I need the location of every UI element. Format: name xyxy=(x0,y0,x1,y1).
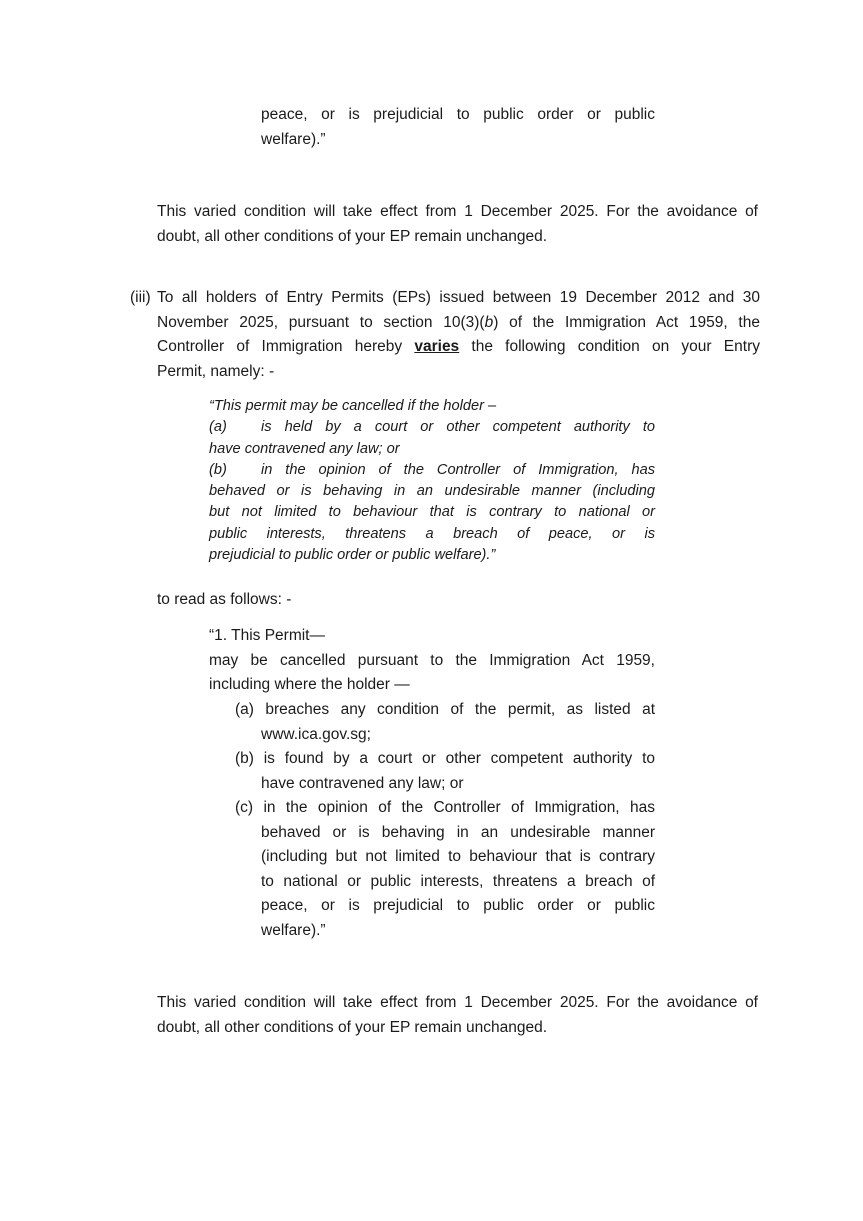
old-condition-b-line-3: but not limited to behaviour that is contrary to national or xyxy=(209,504,655,521)
new-condition-c-line-3: (including but not limited to behaviour that is contrary xyxy=(261,848,655,865)
old-condition-b-line-5: prejudicial to public order or public welfare).” xyxy=(209,547,496,564)
effect-note-1-line-1: This varied condition will take effect from 1 December 2025. For the avoidance of xyxy=(157,203,758,220)
new-condition xyxy=(209,624,655,698)
old-condition-a-text: is held by a court or other competent authority to xyxy=(261,419,655,436)
top-fragment-line-2: welfare).” xyxy=(261,130,326,148)
new-condition-c-line-6: welfare).” xyxy=(261,921,326,939)
old-condition-quote xyxy=(209,396,655,566)
section-iii-line-3-a: Controller of Immigration hereby xyxy=(157,338,415,355)
old-condition-intro: “This permit may be cancelled if the holder – xyxy=(209,398,497,414)
new-condition-a-line-1: (a) breaches any condition of the permit, as listed at xyxy=(235,701,655,718)
section-iii-line-4: Permit, namely: - xyxy=(157,362,275,380)
section-iii-paragraph xyxy=(157,286,760,384)
new-condition-c-line-4: to national or public interests, threatens a breach of xyxy=(261,872,655,890)
old-condition-a-line-1 xyxy=(209,417,655,438)
old-condition-a-marker: (a) xyxy=(209,419,227,436)
old-condition-b-line-4: public interests, threatens a breach of peace, or is xyxy=(209,525,655,542)
effect-note-1-line-2: doubt, all other conditions of your EP remain unchanged. xyxy=(157,227,548,245)
old-condition-b-text: in the opinion of the Controller of Immigration, has xyxy=(261,461,655,478)
top-fragment xyxy=(261,103,655,152)
new-condition-intro-line-2: including where the holder — xyxy=(209,676,410,693)
varies-emphasis: varies xyxy=(414,338,460,355)
section-iii-line-2-b: b xyxy=(484,313,494,331)
top-fragment-line-1: peace, or is prejudicial to public order or public xyxy=(261,106,655,123)
effect-note-2 xyxy=(157,991,758,1040)
old-condition-a-line-2: have contravened any law; or xyxy=(209,440,400,457)
new-condition-intro-line-1: may be cancelled pursuant to the Immigration Act 1959, xyxy=(209,651,655,669)
new-condition-c-line-5: peace, or is prejudicial to public order or public xyxy=(261,897,655,914)
new-condition-b-line-2: have contravened any law; or xyxy=(261,774,464,792)
old-condition-b-marker: (b) xyxy=(209,461,227,478)
section-iii-line-2-c: ) of the Immigration Act 1959, the xyxy=(493,313,760,331)
section-iii-line-3 xyxy=(157,335,760,360)
new-condition-b-line-1: (b) is found by a court or other competent authority to xyxy=(235,750,655,767)
section-iii-line-3-b: the following condition on your Entry xyxy=(459,338,760,355)
new-condition-a-line-2: www.ica.gov.sg; xyxy=(261,725,371,743)
new-condition-heading: “1. This Permit— xyxy=(209,627,325,644)
effect-note-2-line-2: doubt, all other conditions of your EP remain unchanged. xyxy=(157,1018,548,1036)
old-condition-b-line-2: behaved or is behaving in an undesirable manner (including xyxy=(209,483,655,500)
new-condition-c-line-1: (c) in the opinion of the Controller of Immigration, has xyxy=(235,799,655,816)
new-condition-items xyxy=(235,698,655,943)
section-iii-line-2-a: November 2025, pursuant to section 10(3)( xyxy=(157,313,485,331)
section-iii-marker: (iii) xyxy=(130,289,151,306)
new-condition-c-line-2: behaved or is behaving in an undesirable manner xyxy=(261,823,655,841)
section-iii-line-2 xyxy=(157,311,760,336)
to-read-as-follows: to read as follows: - xyxy=(157,591,292,608)
effect-note-2-line-1: This varied condition will take effect from 1 December 2025. For the avoidance of xyxy=(157,994,758,1011)
old-condition-b-line-1 xyxy=(209,460,655,481)
section-iii-line-1: To all holders of Entry Permits (EPs) issued between 19 December 2012 and 30 xyxy=(157,289,760,306)
effect-note-1 xyxy=(157,200,758,249)
